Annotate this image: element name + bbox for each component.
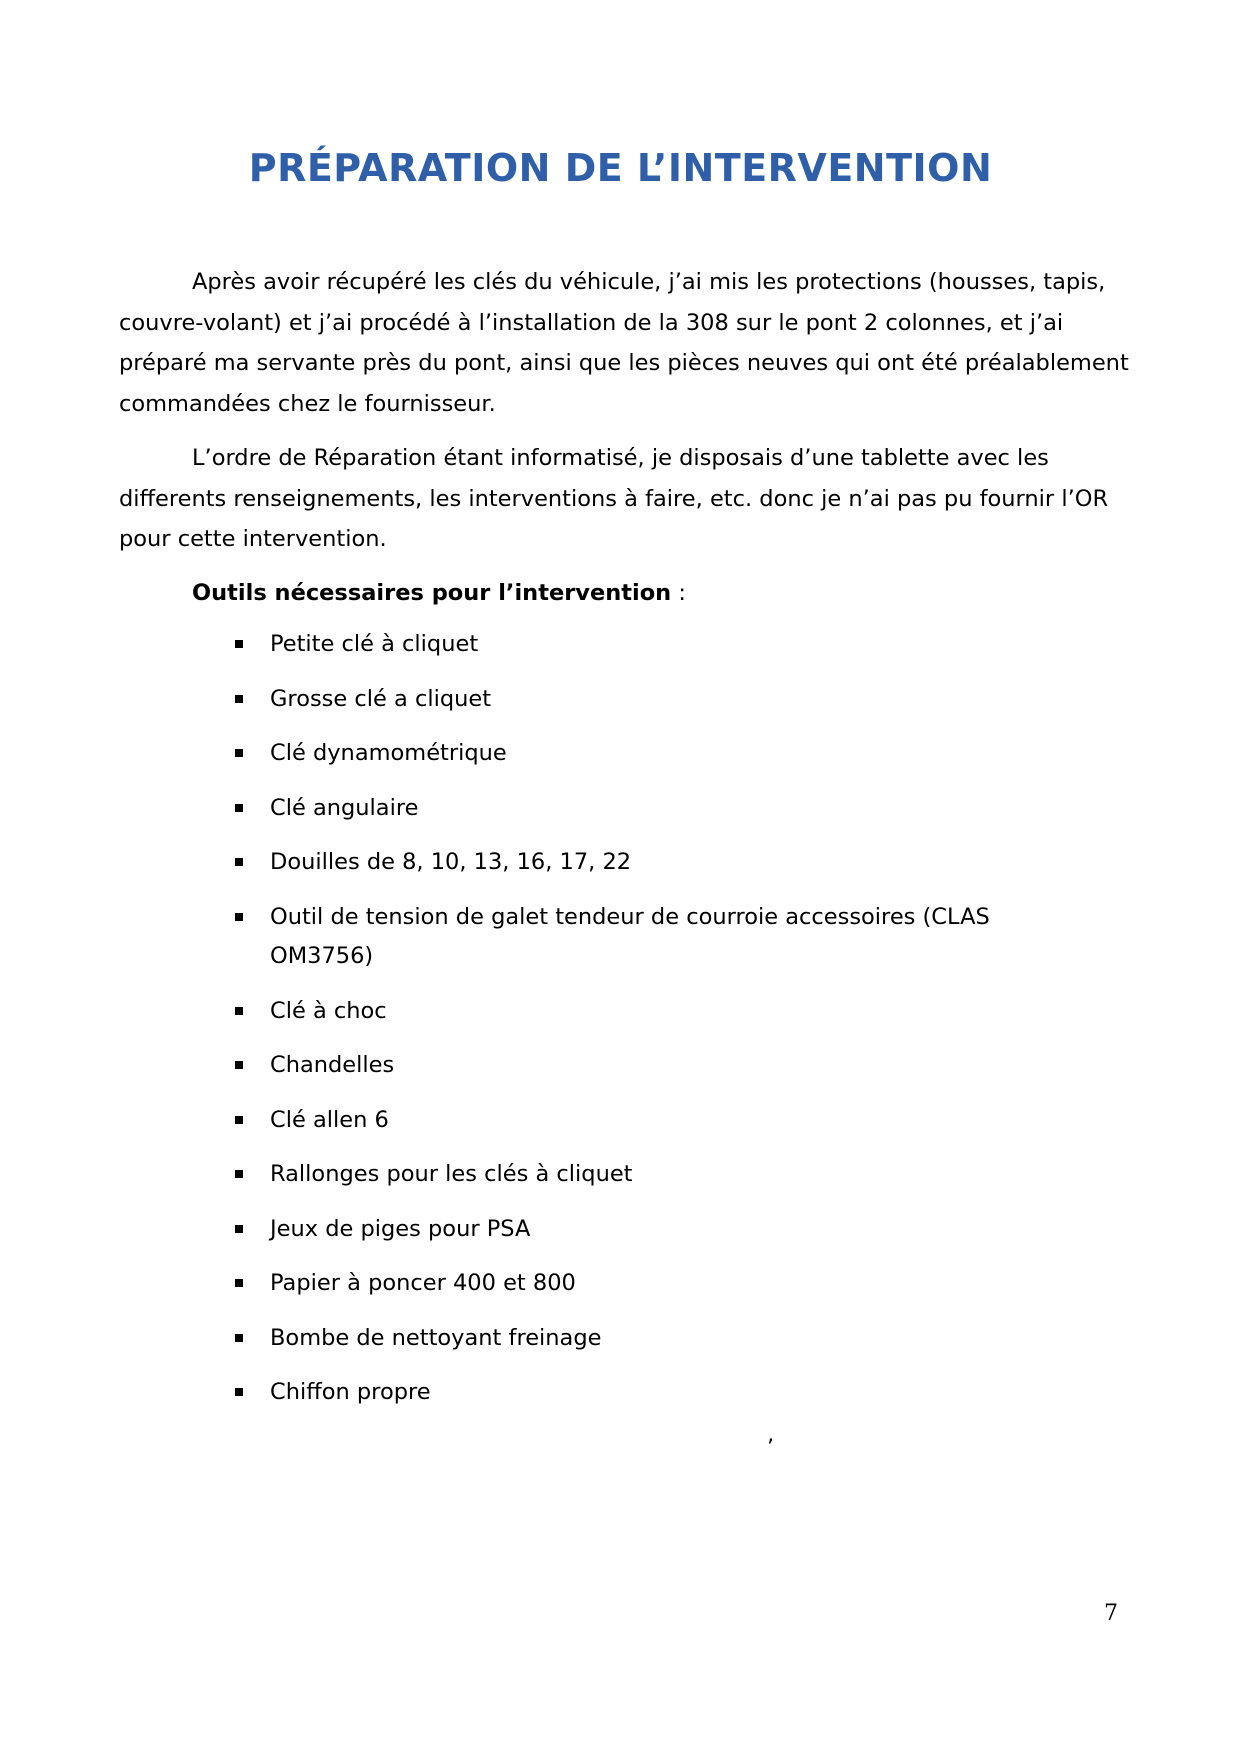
- list-item: Chandelles: [233, 1046, 1093, 1086]
- list-item: Clé dynamométrique: [233, 734, 1093, 774]
- list-item: Papier à poncer 400 et 800: [233, 1264, 1093, 1304]
- list-item: Rallonges pour les clés à cliquet: [233, 1155, 1093, 1195]
- page-title: PRÉPARATION DE L’INTERVENTION: [248, 146, 993, 190]
- list-item: Clé à choc: [233, 992, 1093, 1032]
- paragraph-intro-text: Après avoir récupéré les clés du véhicule, j’ai mis les protections (housses, tapis, couvre-volant) et j’ai procédé à l’installation de la 308 sur le pont 2 colonnes, et j’ai préparé ma servante près du pont, ainsi que les pièces neuves qui ont été préalablement commandées chez le fournisseur.: [119, 269, 1129, 417]
- list-item: Grosse clé a cliquet: [233, 680, 1093, 720]
- page-number: 7: [1104, 1601, 1118, 1626]
- paragraph-repair-order: [119, 438, 1129, 560]
- paragraph-repair-order-text: L’ordre de Réparation étant informatisé, je disposais d’une tablette avec les differents renseignements, les interventions à faire, etc. donc je n’ai pas pu fournir l’OR pour cette intervention.: [119, 445, 1109, 552]
- list-item: Jeux de piges pour PSA: [233, 1210, 1093, 1250]
- list-item: Petite clé à cliquet: [233, 625, 1093, 665]
- list-item: Outil de tension de galet tendeur de courroie accessoires (CLAS OM3756): [233, 898, 1093, 977]
- paragraph-intro: [119, 262, 1129, 424]
- stray-mark: ’: [767, 1436, 774, 1461]
- tools-list: [233, 625, 1093, 1428]
- list-item: Bombe de nettoyant freinage: [233, 1319, 1093, 1359]
- list-item: Clé angulaire: [233, 789, 1093, 829]
- tools-heading: [192, 573, 686, 613]
- list-item: Clé allen 6: [233, 1101, 1093, 1141]
- list-item: Douilles de 8, 10, 13, 16, 17, 22: [233, 843, 1093, 883]
- tools-heading-label: Outils nécessaires pour l’intervention: [192, 580, 672, 606]
- list-item: Chiffon propre: [233, 1373, 1093, 1413]
- tools-heading-suffix: :: [671, 580, 686, 606]
